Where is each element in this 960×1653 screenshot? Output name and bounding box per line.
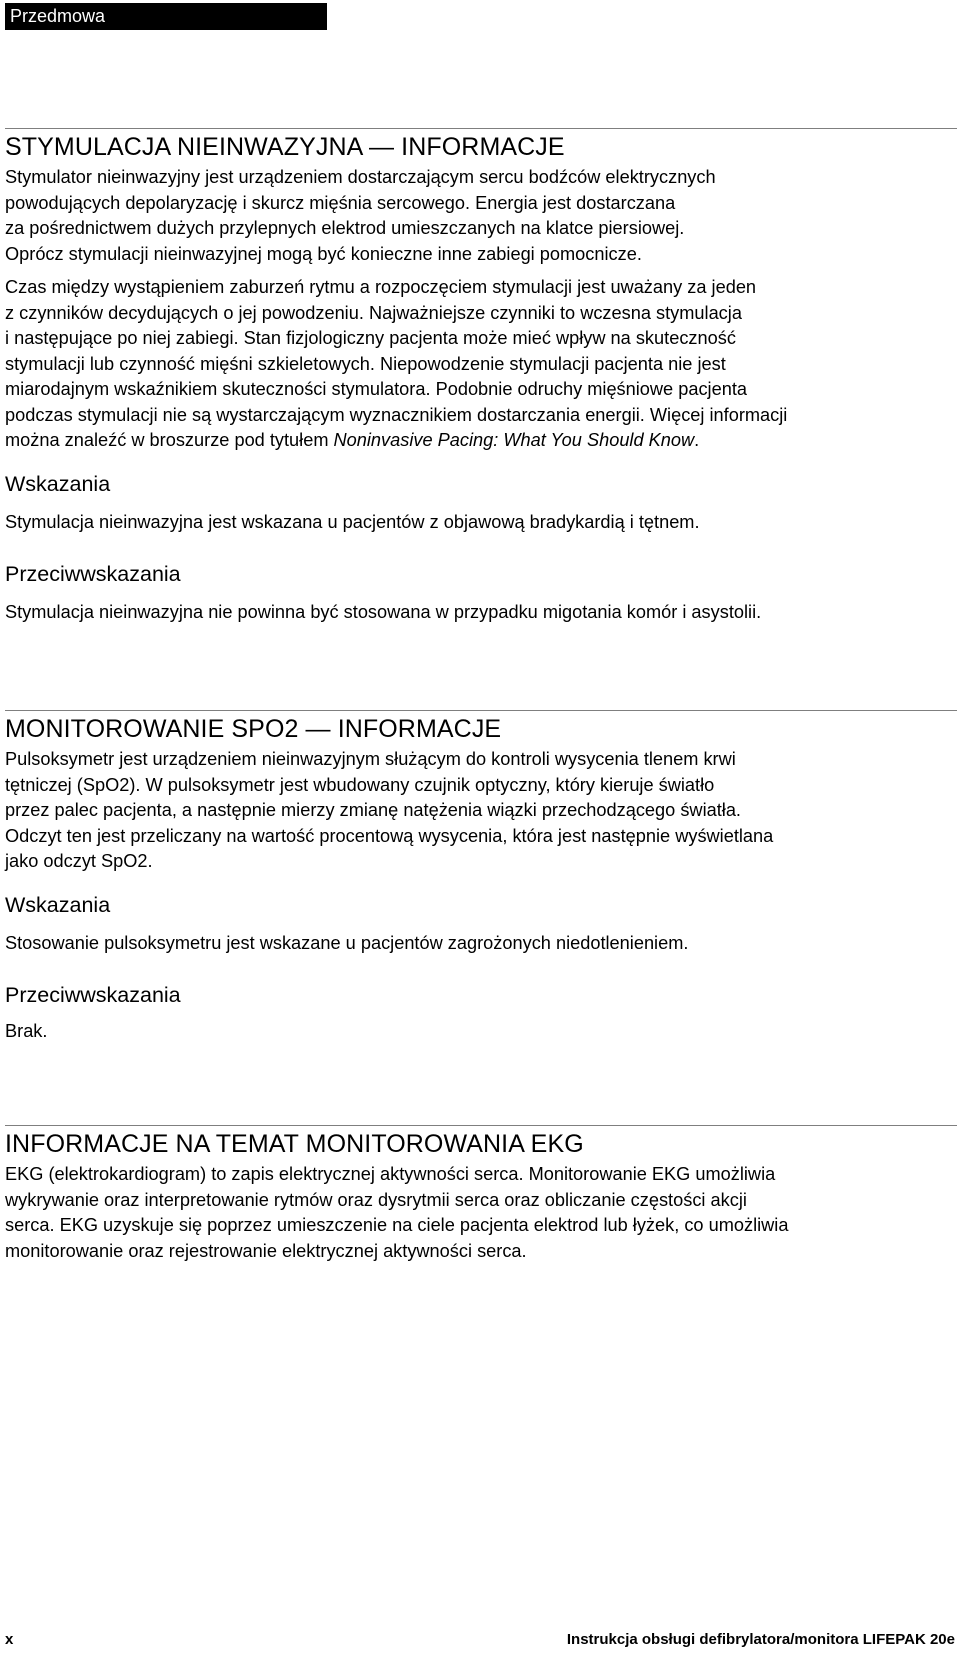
text-line: Czas między wystąpieniem zaburzeń rytmu a rozpoczęciem stymulacji jest uważany za jeden [5,277,757,297]
page-number: x [5,1631,14,1648]
text-line: tętniczej (SpO2). W pulsoksymetr jest wbudowany czujnik optyczny, który kieruje światło [5,774,715,795]
text-line [5,428,957,454]
text-line: serca. EKG uzyskuje się poprzez umieszczenie na ciele pacjenta elektrod lub łyżek, co umożliwia [5,1215,789,1235]
section-pacing [5,128,957,626]
spo2-paragraph [5,747,957,875]
text-run: można znaleźć w broszurze pod tytułem [5,430,334,450]
pacing-intro-paragraph [5,165,957,267]
brochure-title: Noninvasive Pacing: What You Should Know [333,430,695,450]
text-line: stymulacji lub czynność mięśni szkieletowych. Niepowodzenie stymulacji pacjenta nie jest [5,353,726,374]
section-title-pacing: STYMULACJA NIEINWAZYJNA — INFORMACJE [5,133,565,161]
contraindications-text: Brak. [5,1021,48,1041]
text-line: monitorowanie oraz rejestrowanie elektrycznej aktywności serca. [5,1240,527,1261]
text-line: EKG (elektrokardiogram) to zapis elektrycznej aktywności serca. Monitorowanie EKG umożliwia [5,1164,776,1184]
contraindications-text: Stymulacja nieinwazyjna nie powinna być stosowana w przypadku migotania komór i asystolii. [5,602,762,622]
text-line: Odczyt ten jest przeliczany na wartość procentową wysycenia, która jest następnie wyświetlana [5,825,774,846]
manual-title: Instrukcja obsługi defibrylatora/monitora LIFEPAK 20e [566,1631,955,1648]
indications-heading: Wskazania [5,471,111,496]
text-line: i następujące po niej zabiegi. Stan fizjologiczny pacjenta może mieć wpływ na skuteczność [5,328,736,348]
text-line: miarodajnym wskaźnikiem skuteczności stymulatora. Podobnie odruchy mięśniowe pacjenta [5,379,747,399]
section-title-spo2: MONITOROWANIE SPO2 — INFORMACJE [5,715,502,743]
indications-heading: Wskazania [5,892,111,917]
section-title-ecg: INFORMACJE NA TEMAT MONITOROWANIA EKG [5,1130,584,1158]
contraindications-heading: Przeciwwskazania [5,562,181,586]
section-spo2 [5,710,957,1045]
text-line: podczas stymulacji nie są wystarczającym wyznacznikiem dostarczania energii. Więcej informacji [5,404,788,425]
text-line: Oprócz stymulacji nieinwazyjnej mogą być konieczne inne zabiegi pomocnicze. [5,243,642,264]
indications-text: Stymulacja nieinwazyjna jest wskazana u pacjentów z objawową bradykardią i tętnem. [5,511,700,532]
text-line: jako odczyt SpO2. [5,851,153,871]
ecg-paragraph [5,1162,957,1264]
text-line: Stymulator nieinwazyjny jest urządzeniem dostarczającym sercu bodźców elektrycznych [5,167,716,187]
contraindications-heading: Przeciwwskazania [5,983,181,1007]
section-header-tab [5,3,327,30]
indications-text: Stosowanie pulsoksymetru jest wskazane u pacjentów zagrożonych niedotlenieniem. [5,932,689,953]
section-header-label: Przedmowa [10,6,106,26]
pacing-detail-paragraph [5,275,957,454]
text-run: . [694,430,700,450]
text-line: za pośrednictwem dużych przylepnych elektrod umieszczanych na klatce piersiowej. [5,218,685,238]
text-line: powodujących depolaryzację i skurcz mięśnia sercowego. Energia jest dostarczana [5,192,676,213]
text-line: Pulsoksymetr jest urządzeniem nieinwazyjnym służącym do kontroli wysycenia tlenem krwi [5,749,736,769]
text-line: z czynników decydujących o jej powodzeniu. Najważniejsze czynniki to wczesna stymulacja [5,302,742,323]
section-ecg [5,1125,957,1264]
text-line: wykrywanie oraz interpretowanie rytmów oraz dysrytmii serca oraz obliczanie częstości akcji [5,1189,747,1210]
text-line: przez palec pacjenta, a następnie mierzy zmianę natężenia wiązki przechodzącego światła. [5,800,741,820]
